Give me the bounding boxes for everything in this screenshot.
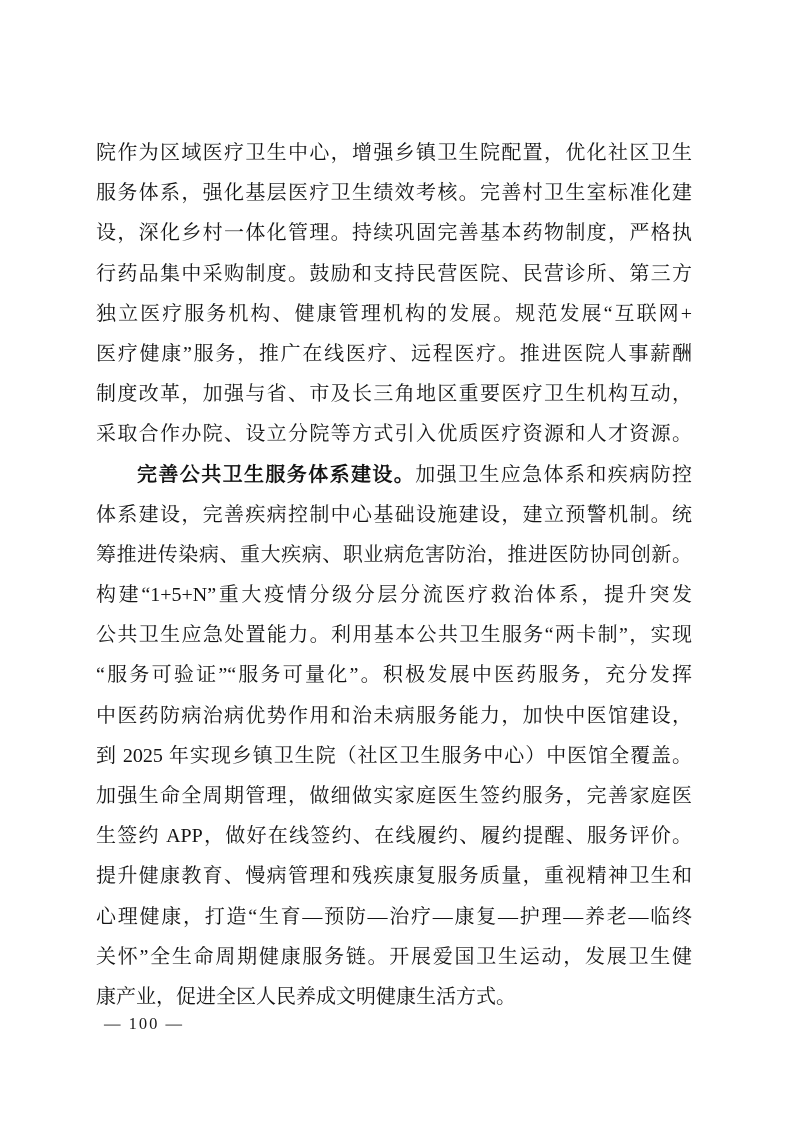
text-line: 制度改革，加强与省、市及长三角地区重要医疗卫生机构互动，: [96, 383, 692, 406]
text-line: 院作为区域医疗卫生中心，增强乡镇卫生院配置，优化社区卫生: [96, 142, 692, 164]
paragraph-lead-bold: 完善公共卫生服务体系建设。: [137, 463, 416, 486]
text-line: 体系建设，完善疾病控制中心基础设施建设，建立预警机制。统: [96, 503, 692, 526]
text-line: 生签约 APP，做好在线签约、在线履约、履约提醒、服务评价。: [96, 825, 692, 848]
paragraph-body-lines: [96, 495, 692, 1017]
text-line: [96, 455, 692, 495]
paragraph-first-line-text: 加强卫生应急体系和疾病防控: [415, 463, 692, 486]
document-body: [96, 133, 692, 1017]
text-line: 采取合作办院、设立分院等方式引入优质医疗资源和人才资源。: [96, 423, 692, 446]
text-line: “服务可验证”“服务可量化”。积极发展中医药服务，充分发挥: [96, 664, 692, 687]
text-line: 构建“1+5+N”重大疫情分级分层分流医疗救治体系，提升突发: [96, 584, 692, 607]
text-line: 加强生命全周期管理，做细做实家庭医生签约服务，完善家庭医: [96, 785, 692, 807]
text-line: 提升健康教育、慢病管理和残疾康复服务质量，重视精神卫生和: [96, 865, 692, 888]
text-line: 心理健康，打造“生育—预防—治疗—康复—护理—养老—临终: [96, 905, 692, 928]
text-line: 康产业，促进全区人民养成文明健康生活方式。: [96, 985, 516, 1008]
text-line: 行药品集中采购制度。鼓励和支持民营医院、民营诊所、第三方: [96, 262, 692, 285]
text-line: 独立医疗服务机构、健康管理机构的发展。规范发展“互联网+: [96, 302, 692, 325]
text-line: 设，深化乡村一体化管理。持续巩固完善基本药物制度，严格执: [96, 222, 692, 245]
text-line: 服务体系，强化基层医疗卫生绩效考核。完善村卫生室标准化建: [96, 182, 692, 205]
paragraph-public-health: [96, 455, 692, 1018]
text-line: 医疗健康”服务，推广在线医疗、远程医疗。推进医院人事薪酬: [96, 342, 692, 365]
text-line: 公共卫生应急处置能力。利用基本公共卫生服务“两卡制”，实现: [96, 624, 692, 647]
page-number: — 100 —: [104, 1014, 184, 1033]
paragraph-medical-services: [96, 133, 692, 455]
text-line: 中医药防病治病优势作用和治未病服务能力，加快中医馆建设，: [96, 704, 692, 727]
text-line: 到 2025 年实现乡镇卫生院（社区卫生服务中心）中医馆全覆盖。: [96, 744, 692, 767]
text-line: 筹推进传染病、重大疾病、职业病危害防治，推进医防协同创新。: [96, 543, 692, 566]
text-line: 关怀”全生命周期健康服务链。开展爱国卫生运动，发展卫生健: [96, 945, 692, 968]
